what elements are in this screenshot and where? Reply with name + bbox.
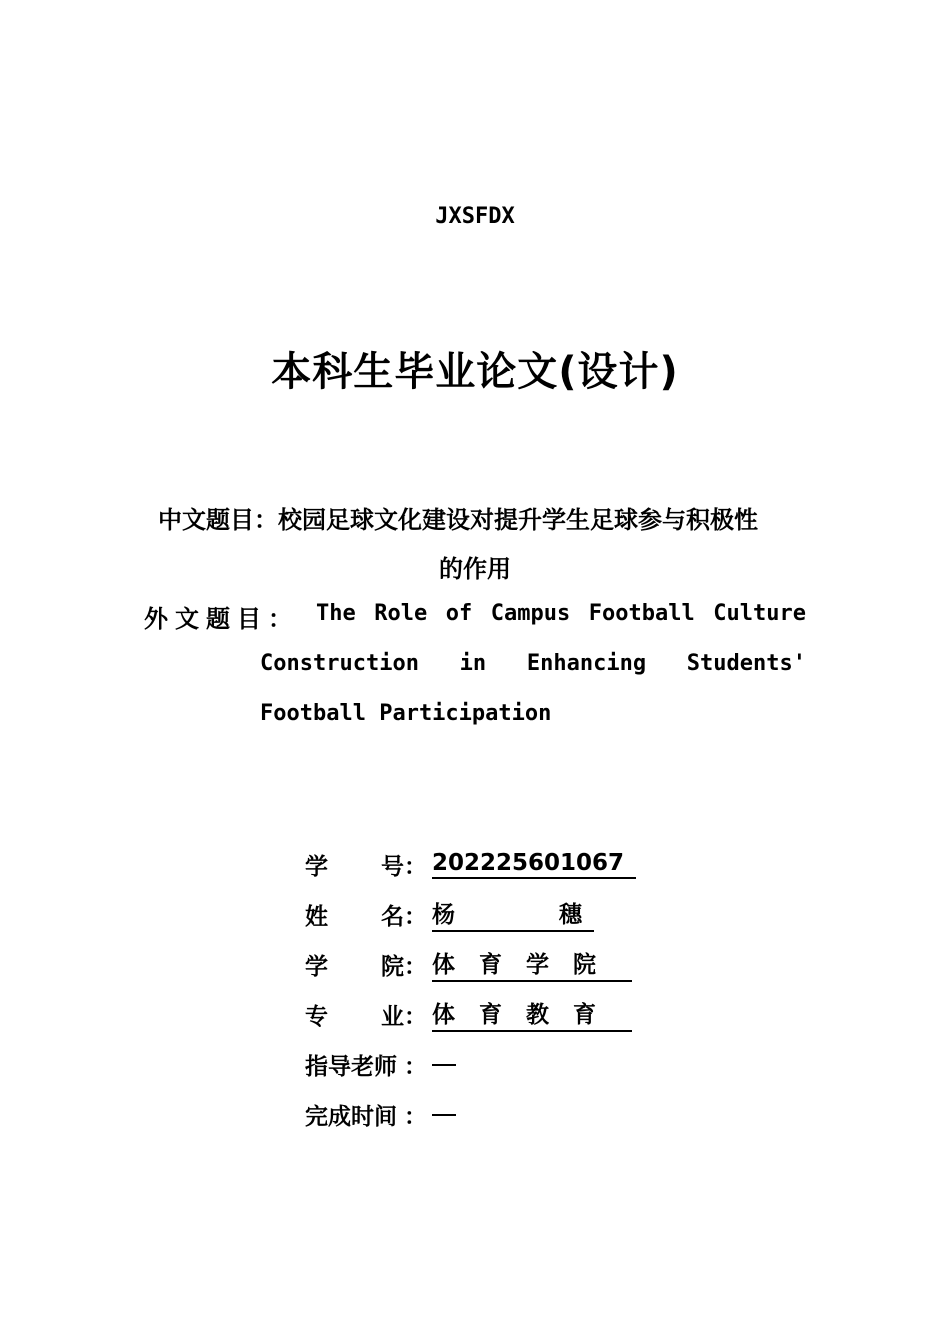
completion-label: 完成时间 [305, 1103, 397, 1130]
major-row: 专 业 ： 体育教育 [305, 998, 632, 1030]
foreign-title-word: Students' [686, 651, 806, 676]
advisor-value [432, 1063, 456, 1066]
name-value: 杨 穗 [432, 896, 594, 932]
completion-value [432, 1113, 456, 1116]
student-id-label: 学 号 [305, 853, 404, 880]
advisor-row: 指导老师 ： [305, 1048, 456, 1080]
name-row: 姓 名 ： 杨 穗 [305, 898, 594, 930]
advisor-label: 指导老师 [305, 1053, 397, 1080]
foreign-title-line1 [316, 601, 806, 626]
foreign-title-label: 外文题目： [144, 605, 299, 633]
foreign-title-word: Football [588, 601, 695, 626]
name-label: 姓 名 [305, 903, 404, 930]
foreign-title-word: Construction [260, 651, 419, 676]
chinese-title-text-2: 的作用 [439, 555, 511, 583]
student-id-row: 学 号 ： 202225601067 [305, 848, 636, 880]
foreign-title-word: Enhancing [526, 651, 647, 676]
foreign-title-word: Culture [713, 601, 806, 626]
college-row: 学 院 ： 体育学院 [305, 948, 632, 980]
completion-row: 完成时间 ： [305, 1098, 456, 1130]
major-label: 专 业 [305, 1003, 404, 1030]
chinese-title-label: 中文题目： [158, 506, 278, 534]
foreign-title-line3: Football Participation [260, 701, 552, 726]
foreign-title-line2 [260, 651, 806, 676]
foreign-title-word: Campus [490, 601, 571, 626]
foreign-title-word: The [316, 601, 356, 626]
major-value: 体育教育 [432, 996, 632, 1032]
college-value: 体育学院 [432, 946, 632, 982]
foreign-title-word: in [459, 651, 487, 676]
foreign-title-word: of [445, 601, 473, 626]
school-code: JXSFDX [435, 204, 515, 229]
college-label: 学 院 [305, 953, 404, 980]
chinese-title-line1 [158, 500, 758, 535]
student-id-value: 202225601067 [432, 850, 636, 879]
document-title: 本科生毕业论文(设计) [271, 349, 679, 395]
foreign-title-word: Role [374, 601, 428, 626]
chinese-title-text-1: 校园足球文化建设对提升学生足球参与积极性 [278, 506, 758, 534]
